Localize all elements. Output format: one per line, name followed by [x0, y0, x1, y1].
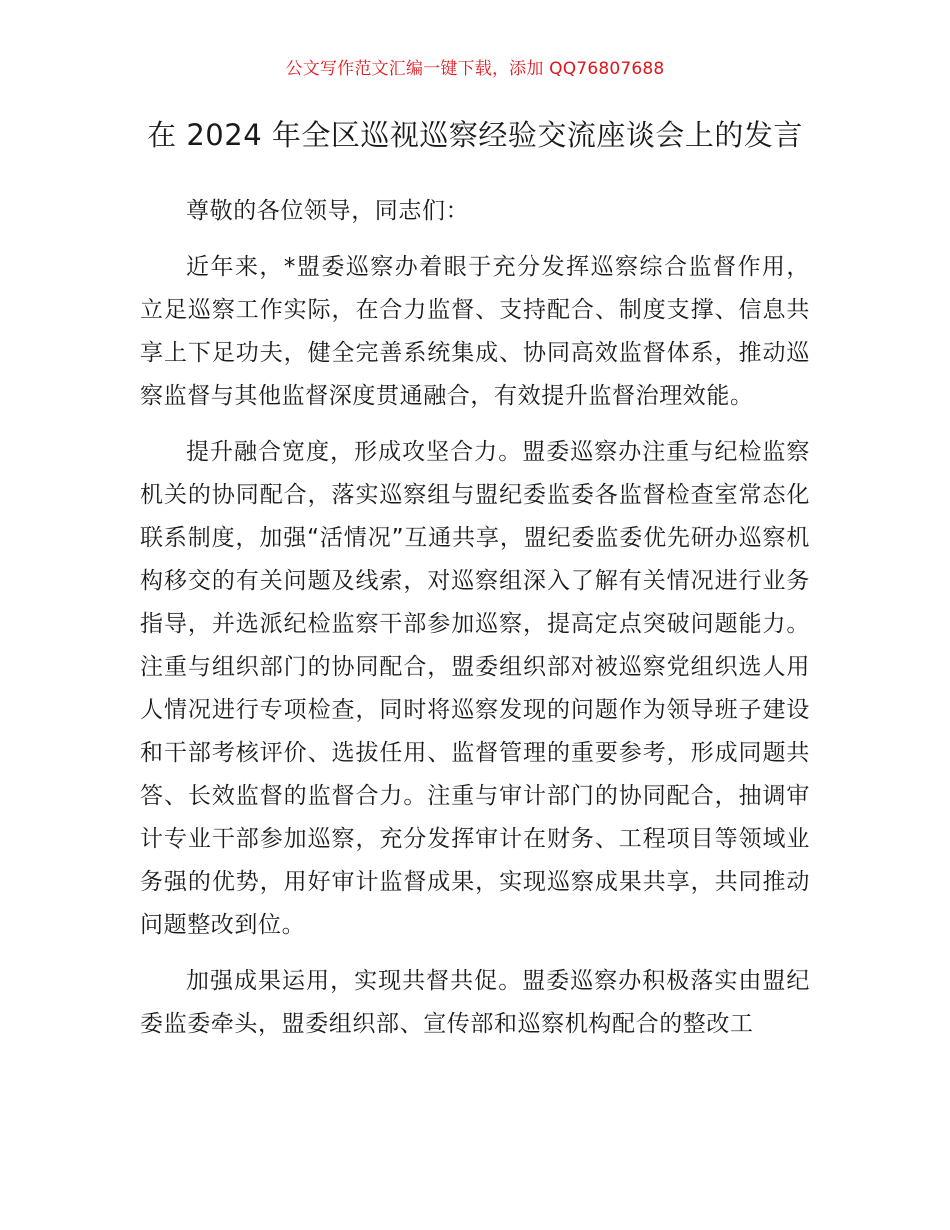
download-banner: 公文写作范文汇编一键下载，添加 QQ76807688: [285, 59, 665, 79]
document-title: 在 2024 年全区巡视巡察经验交流座谈会上的发言: [147, 118, 803, 152]
paragraph: 加强成果运用，实现共督共促。盟委巡察办积极落实由盟纪委监委牵头，盟委组织部、宣传部和巡察机构配合的整改工: [140, 968, 810, 1037]
salutation: 尊敬的各位领导，同志们：: [186, 198, 470, 224]
paragraph: 提升融合宽度，形成攻坚合力。盟委巡察办注重与纪检监察机关的协同配合，落实巡察组与盟纪委监委各监督检查室常态化联系制度，加强“活情况”互通共享，盟纪委监委优先研办巡察机构移交的有关问题及线索，对巡察组深入了解有关情况进行业务指导，并选派纪检监察干部参加巡察，提高定点突破问题能力。注重与组织部门的协同配合，盟委组织部对被巡察党组织选人用人情况进行专项检查，同时将巡察发现的问题作为领导班子建设和干部考核评价、选拔任用、监督管理的重要参考，形成同题共答、长效监督的监督合力。注重与审计部门的协同配合，抽调审计专业干部参加巡察，充分发挥审计在财务、工程项目等领域业务强的优势，用好审计监督成果，实现巡察成果共享，共同推动问题整改到位。: [140, 439, 810, 938]
paragraph: 近年来，*盟委巡察办着眼于充分发挥巡察综合监督作用，立足巡察工作实际，在合力监督、支持配合、制度支撑、信息共享上下足功夫，健全完善系统集成、协同高效监督体系，推动巡察监督与其他监督深度贯通融合，有效提升监督治理效能。: [140, 254, 810, 409]
document-body: [140, 190, 810, 1059]
